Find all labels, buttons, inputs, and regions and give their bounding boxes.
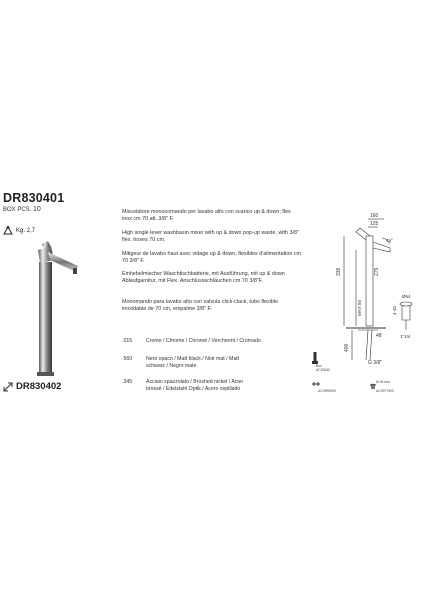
finish-code-brushed: .345: [122, 379, 133, 385]
product-code: DR830401: [3, 191, 65, 205]
finish-text-brushed: Acciaio spazzolato / Brushed nickel / Acier brossé / Edelstahl Optik / Acero cepillado: [146, 379, 244, 392]
dim-diameter: Ø64: [402, 294, 411, 299]
dim-waste-range: 4-45: [392, 305, 397, 315]
weight-icon: [3, 226, 13, 235]
finish-code-chrome: .015: [122, 338, 133, 344]
finish-text-chrome: Cromo / Chrome / Chromé / Verchromt / Cromado: [146, 338, 261, 344]
box-accessory-label: Box: [316, 364, 322, 368]
technical-drawing: [306, 210, 422, 366]
description-fr: Mitigeur de lavabo haut avec vidage up & down, flexibles d'alimentation cm 70 3/8" F.: [122, 251, 302, 264]
box-label: BOX PCS.: [3, 207, 32, 213]
box-value: 10: [33, 206, 41, 213]
diagonal-arrows-icon: [3, 382, 13, 392]
description-en: High single lever washbasin mixer with up & down pop-up waste, with 3/8" flex. hoses 70 cm.: [122, 230, 299, 243]
dim-width-inner: 125: [370, 221, 379, 227]
description-de: Einhebelmischer Waschtischbatterie, mit Ausführung, mit up & down Ablaufgarnitur, mit Flex. Anschlussschläuchen cm 70 3/8"F.: [122, 271, 285, 284]
description-it: Miscelatore monocomando per lavabo alto con scarico up & down; flex inox cm 70 att. 3/8" F.: [122, 209, 291, 222]
box-quantity: [3, 206, 41, 213]
weight-value: Kg. 2,7: [16, 227, 36, 234]
dim-height-total: 336: [336, 267, 342, 276]
description-es: Monomando para lavabo alto con valvula click-clack, tubo flexible inoxidable de 70 cm, empalme 3/8" F.: [122, 299, 279, 312]
dim-width-top: 160: [370, 213, 379, 219]
alt-product-code: DR830402: [16, 381, 62, 392]
dim-offset: 48: [376, 333, 382, 339]
finish-text-black: Nero opaco / Matt black / Noir mat / Matt schwarz / Negro mate: [146, 356, 240, 369]
weight-row: [3, 226, 35, 235]
dim-angle: 45°: [386, 238, 393, 243]
dim-height-base: 400: [344, 343, 350, 352]
accessory-1-icon: [311, 381, 321, 387]
dim-waste-thread: 1"1/4: [400, 334, 411, 339]
alt-code-row: [3, 381, 61, 392]
dim-max: MAX 50: [357, 299, 362, 316]
accessory-2-code: AC0977000: [376, 389, 394, 393]
box-accessory-code: AC00440: [316, 368, 331, 372]
faucet-illustration: [18, 238, 84, 378]
dim-thread: G 3/8": [368, 360, 383, 366]
accessory-2-label: Ø 26 mm: [376, 380, 390, 384]
finish-code-black: .560: [122, 356, 133, 362]
accessory-1-code: AC0990000: [318, 389, 336, 393]
dim-height-spout: 275: [374, 267, 380, 276]
